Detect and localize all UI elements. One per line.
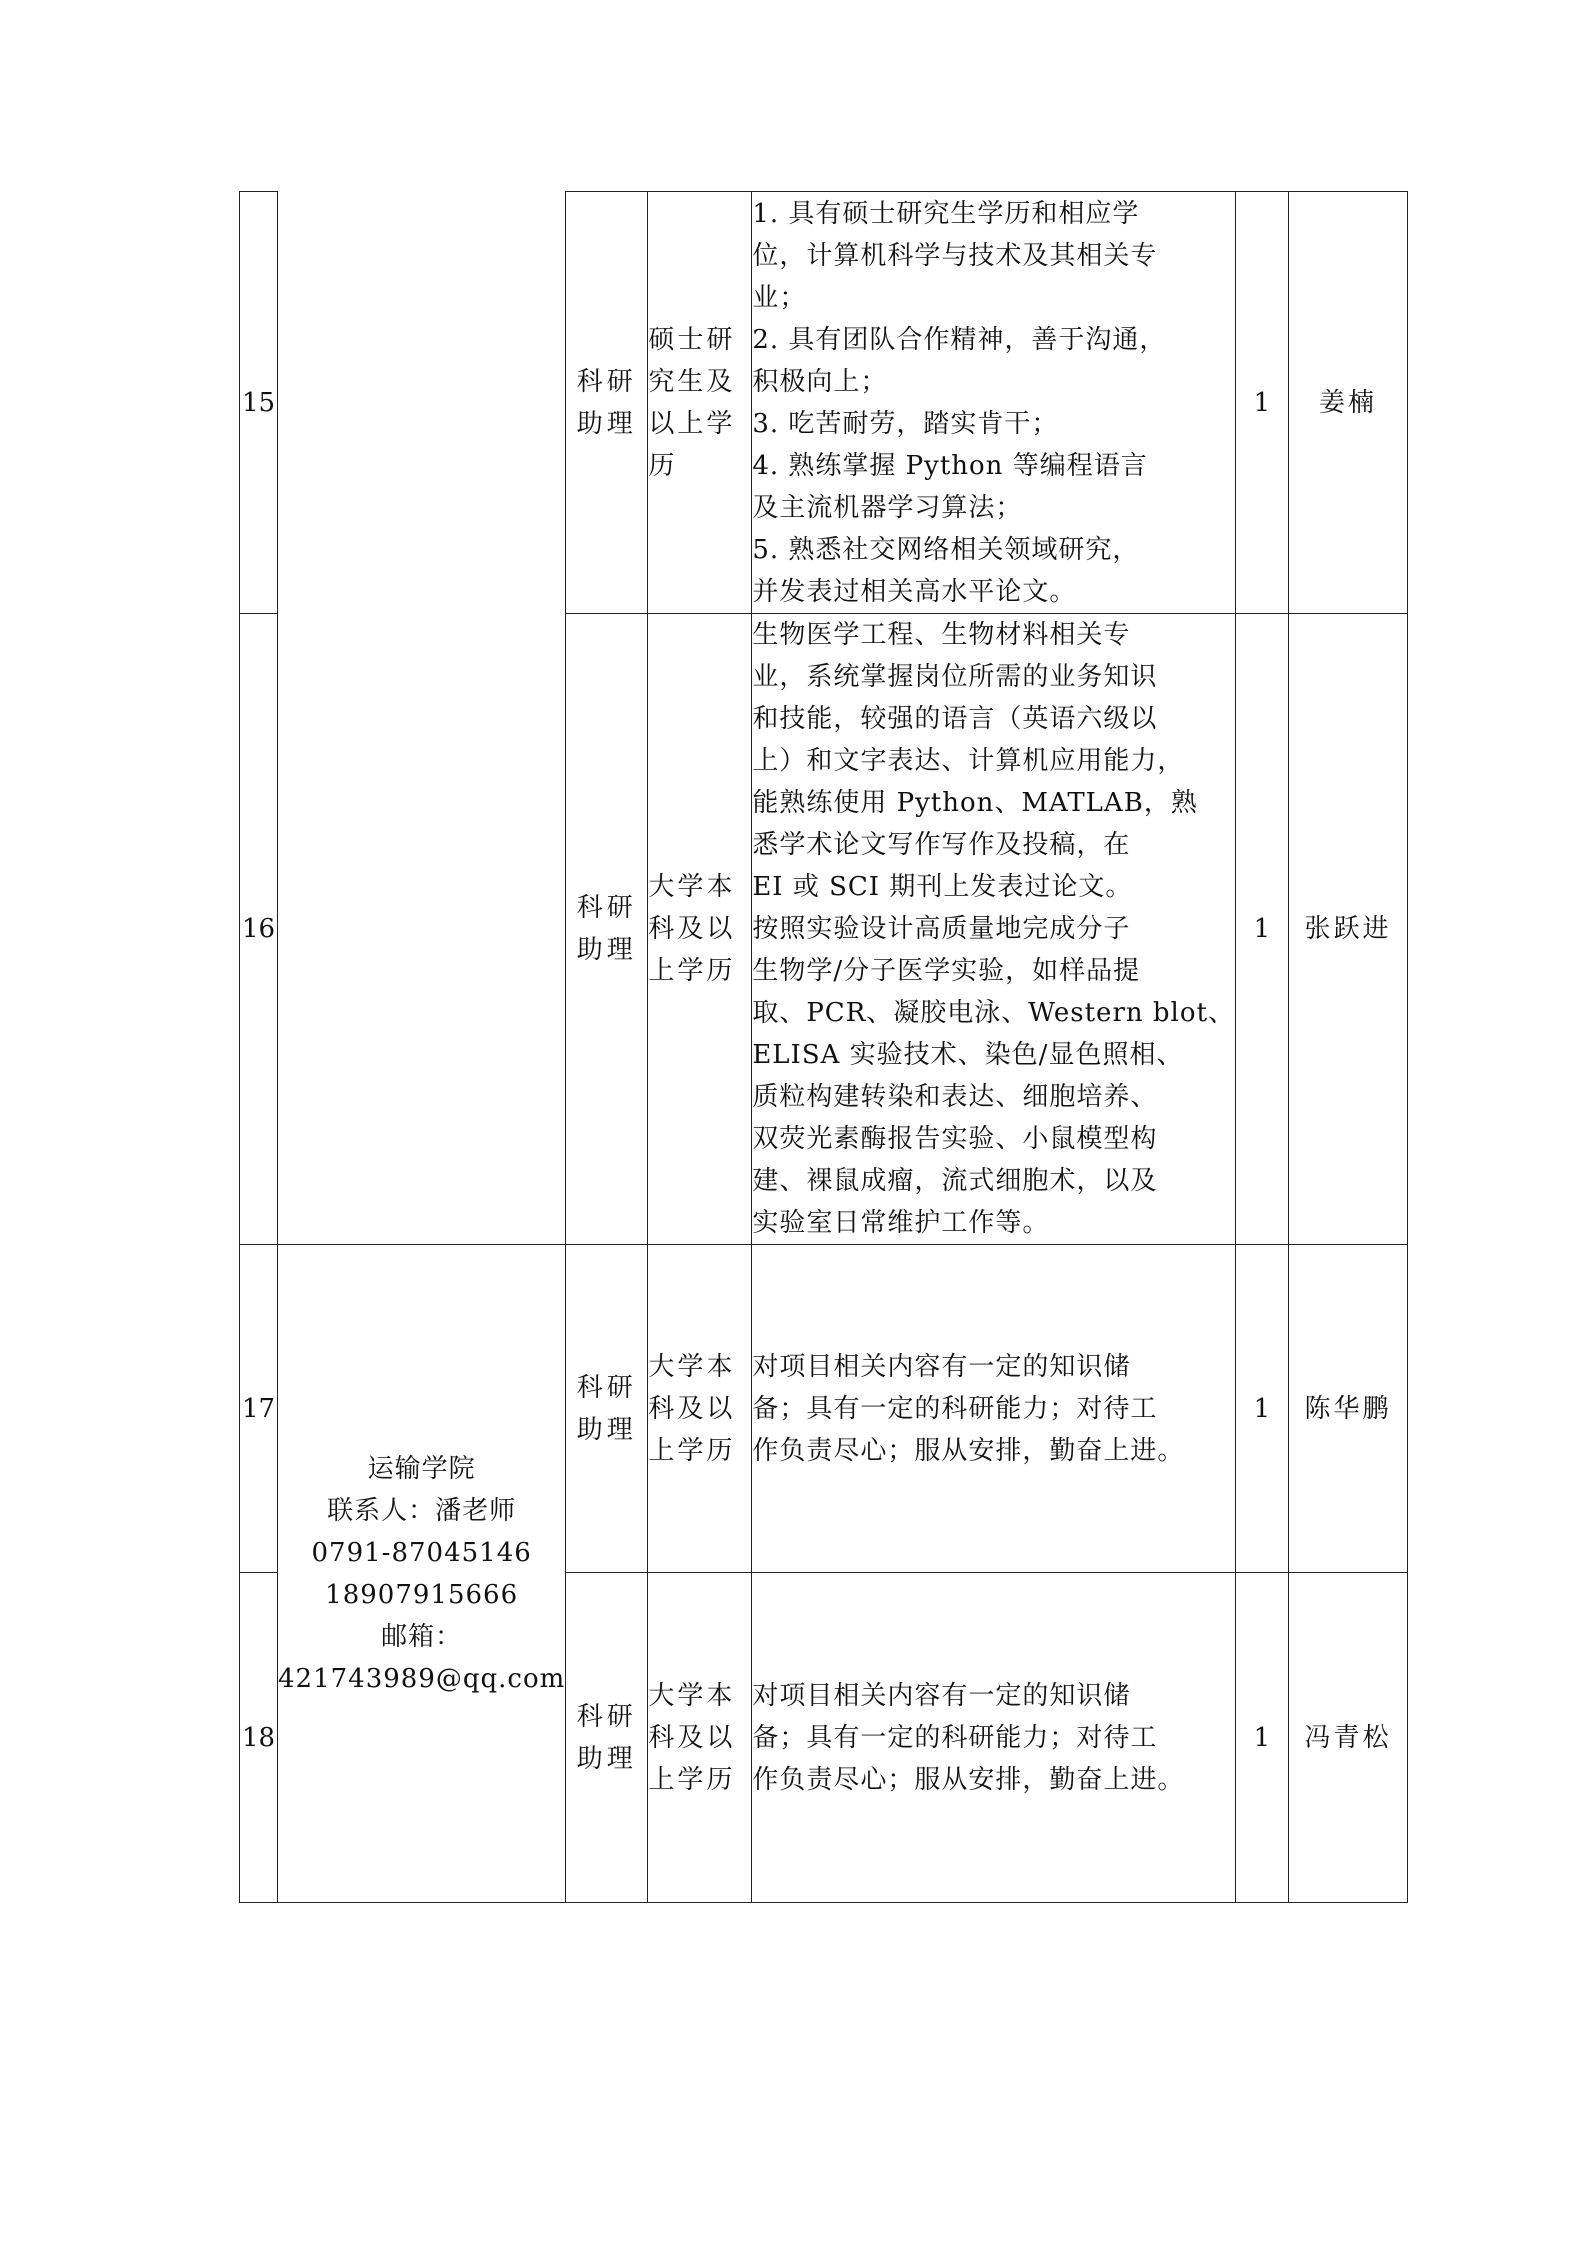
- department-email: 421743989@qq.com: [278, 1663, 566, 1694]
- requirements-cell: 对项目相关内容有一定的知识储 备；具有一定的科研能力；对待工 作负责尽心；服从安排，勤奋上进。: [752, 1245, 1236, 1573]
- education-cell: 硕士研 究生及 以上学 历: [648, 192, 752, 614]
- row-number: 15: [240, 192, 278, 614]
- headcount-cell: 1: [1235, 1245, 1288, 1573]
- contact-cell: 张跃进: [1288, 614, 1407, 1245]
- headcount-cell: 1: [1235, 1573, 1288, 1903]
- position-cell: 科研 助理: [566, 192, 648, 614]
- row-number: 17: [240, 1245, 278, 1573]
- department-email-label: 邮箱：: [381, 1621, 463, 1652]
- row-number: 18: [240, 1573, 278, 1903]
- department-cell: [278, 1245, 566, 1903]
- contact-cell: 冯青松: [1288, 1573, 1407, 1903]
- requirements-cell: 对项目相关内容有一定的知识储 备；具有一定的科研能力；对待工 作负责尽心；服从安排，勤奋上进。: [752, 1573, 1236, 1903]
- education-cell: 大学本 科及以 上学历: [648, 614, 752, 1245]
- recruitment-table: [239, 191, 1408, 1903]
- department-cell-continued: [278, 192, 566, 1245]
- requirements-cell: 1. 具有硕士研究生学历和相应学 位，计算机科学与技术及其相关专 业； 2. 具有团队合作精神，善于沟通， 积极向上； 3. 吃苦耐劳，踏实肯干； 4. 熟练掌握 Python 等编程语言 及主流机器学习算法； 5. 熟悉社交网络相关领域研究， 并发表过相关高水平论文。: [752, 192, 1236, 614]
- education-cell: 大学本 科及以 上学历: [648, 1573, 752, 1903]
- department-name: 运输学院: [367, 1453, 476, 1484]
- headcount-cell: 1: [1235, 192, 1288, 614]
- position-cell: 科研 助理: [566, 1245, 648, 1573]
- contact-cell: 陈华鹏: [1288, 1245, 1407, 1573]
- education-cell: 大学本 科及以 上学历: [648, 1245, 752, 1573]
- position-cell: 科研 助理: [566, 1573, 648, 1903]
- headcount-cell: 1: [1235, 614, 1288, 1245]
- department-contact-person: 联系人：潘老师: [327, 1495, 517, 1526]
- table-row: [240, 192, 1408, 614]
- row-number: 16: [240, 614, 278, 1245]
- requirements-cell: 生物医学工程、生物材料相关专 业，系统掌握岗位所需的业务知识 和技能，较强的语言（英语六级以 上）和文字表达、计算机应用能力， 能熟练使用 Python、MATLAB，熟 悉学术论文写作写作及投稿，在 EI 或 SCI 期刊上发表过论文。 按照实验设计高质量地完成分子 生物学/分子医学实验，如样品提 取、PCR、凝胶电泳、Western blot、 ELISA 实验技术、染色/显色照相、 质粒构建转染和表达、细胞培养、 双荧光素酶报告实验、小鼠模型构 建、裸鼠成瘤，流式细胞术，以及 实验室日常维护工作等。: [752, 614, 1236, 1245]
- table-row: [240, 1245, 1408, 1573]
- position-cell: 科研 助理: [566, 614, 648, 1245]
- department-mobile: 18907915666: [325, 1579, 519, 1610]
- contact-cell: 姜楠: [1288, 192, 1407, 614]
- department-phone: 0791-87045146: [311, 1537, 532, 1568]
